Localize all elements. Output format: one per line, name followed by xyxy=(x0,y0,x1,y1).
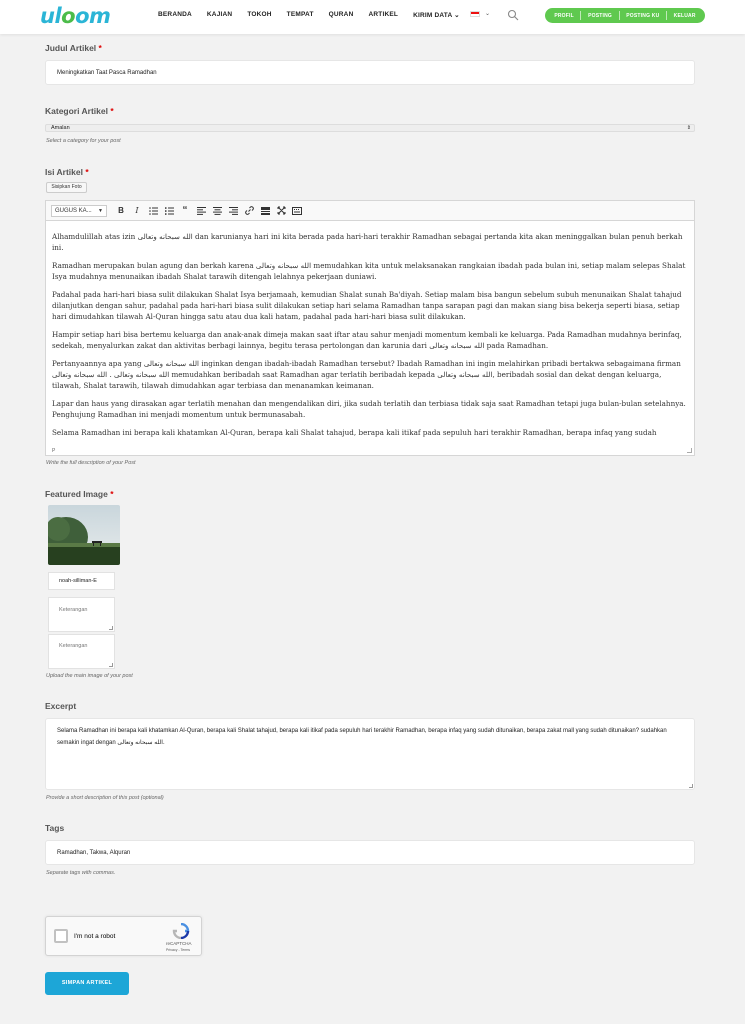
isi-help: Write the full description of your Post xyxy=(46,460,136,466)
recaptcha-checkbox[interactable] xyxy=(54,929,68,943)
judul-label: Judul Artikel * xyxy=(45,43,102,53)
chevron-down-icon[interactable]: ⌄ xyxy=(485,11,491,17)
account-posting[interactable]: POSTING xyxy=(588,12,613,19)
divider xyxy=(666,11,667,20)
title-input[interactable]: Meningkatkan Taat Pasca Ramadhan xyxy=(45,60,695,85)
category-help: Select a category for your post xyxy=(46,138,121,144)
recaptcha-widget xyxy=(45,916,202,956)
paragraph: Ramadhan merupakan bulan agung dan berkah karena الله سبحانه وتعالى memudahkan kita untuk melaksanakan rangkaian ibadah pada bulan ini, setiap malam selepas Shalat Isya mudahnya menunaikan ibadah Shalat tarawih ditengah lelahnya pekerjaan duniawi. xyxy=(52,261,686,281)
image-caption-field[interactable] xyxy=(48,597,115,632)
select-arrow-icon: ⇕ xyxy=(686,125,691,131)
paragraph: Hampir setiap hari bisa bertemu keluarga dan anak-anak dimeja makan saat iftar atau sahur menjadi momentum kembali ke keluarga. Pada Ramadhan mudahnya berinfaq, sedekah, menyalurkan zakat dan aktivitas berbagi lainnya, begitu terasa pertolongan dan karunia dari الله سبحانه وتعالى pada Ramadhan. xyxy=(52,330,682,350)
tags-input[interactable]: Ramadhan, Takwa, Alquran xyxy=(45,840,695,865)
resize-handle-icon[interactable] xyxy=(689,784,693,788)
italic-icon[interactable]: I xyxy=(135,206,139,215)
link-icon[interactable] xyxy=(241,204,257,218)
isi-label-text: Isi Artikel xyxy=(45,167,83,177)
image-caption-placeholder: Keterangan xyxy=(59,607,88,613)
account-posting-ku[interactable]: POSTING KU xyxy=(626,12,660,19)
paragraph: Padahal pada hari-hari biasa sulit dilakukan Shalat Isya berjamaah, kemudian Shalat sunah Ba'diyah. Setiap malam bisa bangun sebelum subuh menunaikan Shalat tahajud dilanjutkan dengan sahur, padahal pada hari-hari biasa sulit dilakukan setiap hari selama Ramadhan tanpa sarapan pagi dan makan siang bisa bekerja seperti biasa, setiap hari dimudahkan tilawah Al-Quran hingga satu atau dua kali hatam, padahal pada hari-hari biasa sulit dilakukan. xyxy=(52,290,682,321)
divider xyxy=(580,11,581,20)
featured-help: Upload the main image of your post xyxy=(46,673,133,679)
nav-artikel[interactable]: ARTIKEL xyxy=(368,11,399,18)
numbered-list-icon[interactable] xyxy=(161,204,177,218)
language-flag-icon[interactable] xyxy=(470,11,480,17)
kategori-label-text: Kategori Artikel xyxy=(45,106,108,116)
chevron-down-icon: ⌄ xyxy=(454,12,460,19)
nav-tempat[interactable]: TEMPAT xyxy=(286,11,314,18)
editor-path: P xyxy=(52,448,56,454)
blockquote-icon[interactable]: “ xyxy=(182,205,188,216)
save-article-button[interactable]: SIMPAN ARTIKEL xyxy=(45,972,129,995)
caret-down-icon: ▼ xyxy=(98,207,103,214)
nav-beranda[interactable]: BERANDA xyxy=(158,11,192,18)
editor-toolbar xyxy=(46,201,694,221)
main-nav xyxy=(158,11,475,19)
resize-handle-icon[interactable] xyxy=(687,448,692,453)
account-menu xyxy=(545,8,705,23)
bold-icon[interactable]: B xyxy=(118,206,124,215)
account-profil[interactable]: PROFIL xyxy=(554,12,574,19)
paragraph: Pertanyaannya apa yang الله سبحانه وتعالى inginkan dengan ibadah-ibadah Ramadhan tersebut? Ibadah Ramadhan ini ingin melahirkan pribadi bertakwa sebagaimana firman الله سبحانه وتعالى . الله سبحانه وتعالى memudahkan beribadah saat Ramadhan agar terlatih beribadah kepada الله سبحانه وتعالى, beribadah sosial dan dekat dengan keluarga, tilawah, Shalat tarawih, tilawah dimudahkan agar terbiasa dan menanamkan keimanan. xyxy=(52,359,681,390)
isi-label: Isi Artikel * xyxy=(45,167,89,177)
font-format-select[interactable] xyxy=(51,205,107,217)
fullscreen-icon[interactable] xyxy=(273,204,289,218)
top-header xyxy=(0,0,745,34)
featured-label-text: Featured Image xyxy=(45,489,108,499)
image-filename-field[interactable]: noah-silliman-E xyxy=(48,572,115,590)
excerpt-label: Excerpt xyxy=(45,701,77,711)
nav-tokoh[interactable]: TOKOH xyxy=(247,11,272,18)
excerpt-text: Selama Ramadhan ini berapa kali khatamkan Al-Quran, berapa kali Shalat tahajud, berapa kali itikaf pada sepuluh hari terakhir Ramadhan, berapa infaq yang sudah ditunaikan, berapa zakat mall yang sudah ditunaikan? sudahkan semakin ingat dengan الله سبحانه وتعالى. xyxy=(57,728,667,746)
insert-photo-button[interactable]: Sisipkan Foto xyxy=(46,182,87,193)
resize-handle-icon[interactable] xyxy=(109,663,113,667)
font-format-value: GUGUS KA... xyxy=(55,207,92,214)
category-selected-value: Amalan xyxy=(51,125,70,131)
recaptcha-label: I'm not a robot xyxy=(74,933,116,940)
read-more-icon[interactable] xyxy=(257,204,273,218)
editor-content[interactable] xyxy=(52,231,688,446)
align-center-icon[interactable] xyxy=(209,204,225,218)
judul-label-text: Judul Artikel xyxy=(45,43,97,53)
align-right-icon[interactable] xyxy=(225,204,241,218)
recaptcha-brand: reCAPTCHA xyxy=(166,941,192,946)
paragraph: Alhamdulillah atas izin الله سبحانه وتعالى dan karunianya hari ini kita berada pada hari-hari terakhir Ramadhan sebagai pertanda kita akan meninggalkan bulan penuh berkah ini. xyxy=(52,232,683,252)
kategori-label: Kategori Artikel * xyxy=(45,106,114,116)
nav-quran[interactable]: QURAN xyxy=(328,11,354,18)
divider xyxy=(619,11,620,20)
featured-image-thumbnail[interactable] xyxy=(48,505,120,565)
site-logo[interactable]: uloom xyxy=(40,4,111,28)
featured-label: Featured Image * xyxy=(45,489,114,499)
nav-kirim-data[interactable] xyxy=(413,11,460,19)
tags-help: Separate tags with commas. xyxy=(46,870,116,876)
recaptcha-links[interactable]: Privacy - Terms xyxy=(166,948,191,952)
search-icon[interactable] xyxy=(507,9,519,21)
align-left-icon[interactable] xyxy=(193,204,209,218)
category-select[interactable] xyxy=(45,124,695,132)
paragraph: Selama Ramadhan ini berapa kali khatamkan Al-Quran, berapa kali Shalat tahajud, berapa kali itikaf pada sepuluh hari terakhir Ramadhan, berapa infaq yang sudah xyxy=(52,428,657,437)
toolbar-toggle-icon[interactable] xyxy=(289,204,305,218)
account-keluar[interactable]: KELUAR xyxy=(673,12,696,19)
resize-handle-icon[interactable] xyxy=(109,626,113,630)
nav-kirim-data-label: KIRIM DATA xyxy=(413,12,453,19)
tags-label: Tags xyxy=(45,823,65,833)
bullet-list-icon[interactable] xyxy=(145,204,161,218)
rich-text-editor xyxy=(45,200,695,456)
excerpt-help: Provide a short description of this post (optional) xyxy=(46,795,164,801)
nav-kajian[interactable]: KAJIAN xyxy=(206,11,233,18)
excerpt-textarea[interactable] xyxy=(45,718,695,790)
image-alt-field[interactable] xyxy=(48,634,115,669)
recaptcha-logo-icon xyxy=(172,923,190,939)
paragraph: Lapar dan haus yang dirasakan agar terlatih menahan dan mengendalikan diri, jika sudah terlatih dan terbiasa tidak saja saat Ramadhan tetapi juga bulan-bulan setelahnya. Penghujung Ramadhan ini menjadi momentum untuk bermunasabah. xyxy=(52,399,686,419)
image-alt-placeholder: Keterangan xyxy=(59,643,88,649)
